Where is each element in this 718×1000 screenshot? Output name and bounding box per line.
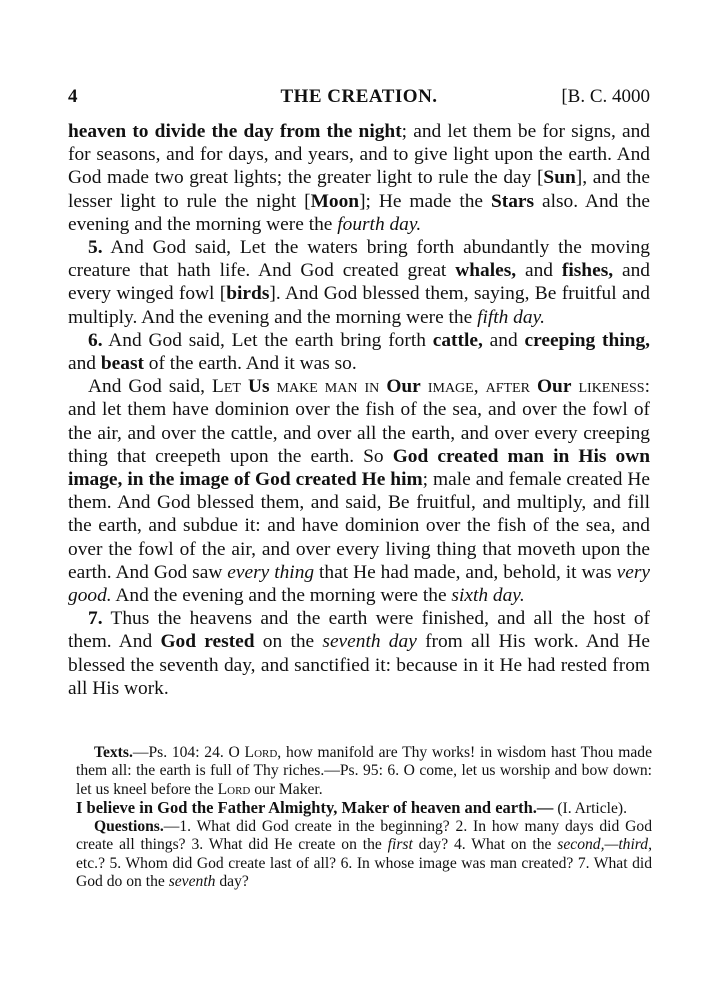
creed-section (76, 799, 652, 818)
paragraph-fourth-day (68, 120, 650, 236)
chapter-title: THE CREATION. (280, 86, 438, 107)
text-run: And God said, Let the waters bring forth abundantly the moving creature that hath life. And God created great (68, 237, 650, 282)
bold-text: Stars (490, 190, 535, 212)
text-run: ; male and female created He them. And God blessed them, and said, Be fruitful, and multiply, and fill the earth, and subdue it: and have dominion over the fish of the sea, and over the fowl of the air, and over every living thing that moveth upon the earth. And God saw (68, 469, 650, 583)
bold-text: Sun (543, 167, 576, 189)
small-caps-text: likeness (571, 376, 645, 398)
small-caps-text: image, after (420, 376, 537, 398)
text-run: And the evening and the morning were the (111, 585, 452, 607)
text-run: our Maker. (250, 780, 323, 798)
text-run: of the earth. And it was so. (143, 353, 357, 375)
bold-text: heaven to divide the day from the night (68, 121, 402, 142)
creed-statement: I believe in God the Father Almighty, Maker of heaven and earth.— (76, 797, 554, 817)
date-reference: [B. C. 4000 (561, 86, 650, 107)
paragraph-fifth-day (68, 236, 650, 329)
italic-text: second,—third, (557, 836, 652, 854)
small-caps-text: Lord (244, 744, 278, 761)
bold-text: beast (100, 353, 144, 375)
italic-text: sixth day. (451, 585, 525, 607)
text-run: and (516, 260, 562, 282)
text-run: —1. What did God create in the beginning? 2. In how many days did God create all things? 3. What did He create on the (76, 818, 652, 854)
bold-text: Our (536, 376, 572, 398)
bold-text: God created man in His own image, in the image of God created He him (68, 445, 650, 491)
italic-text: seventh day (322, 631, 417, 653)
text-run: Thus the heavens and the earth were finished, and all the host of them. And (68, 608, 650, 653)
texts-section (76, 744, 652, 799)
text-run: from all His work. And He blessed the seventh day, and sanctified it: because in it He had rested from all His work. (68, 631, 651, 699)
italic-text: every thing (227, 561, 315, 583)
text-run: ], and the lesser light to rule the night [ (68, 167, 650, 212)
text-run: etc.? 5. Whom did God create last of all? 6. In whose image was man created? 7. What did God do on the (76, 854, 652, 891)
text-run: ; and let them be for signs, and for seasons, and for days, and years, and to give light upon the earth. And God made two great lights; the greater light to rule the day [ (68, 121, 650, 189)
text-run: and (68, 353, 101, 375)
text-run: also. And the evening and the morning were the (68, 190, 650, 235)
paragraph-seventh-day (68, 607, 650, 700)
text-run: And God said, (88, 376, 212, 398)
article-reference: (I. Article). (553, 799, 628, 817)
bold-text: God rested (160, 631, 255, 653)
text-run: —Ps. 104: 24. O (132, 744, 245, 761)
verse-number: 7. (88, 608, 103, 630)
bold-text: fishes, (561, 260, 614, 282)
bold-text: Moon (310, 190, 360, 212)
bold-text: cattle, (432, 329, 483, 351)
paragraph-creation-of-man (68, 375, 650, 607)
bold-text: whales, (455, 260, 517, 282)
text-run: : and let them have dominion over the fish of the sea, and over the fowl of the air, and over the cattle, and over all the earth, and over every creeping thing that creepeth upon the earth. So (68, 376, 650, 467)
italic-text: fifth day. (477, 306, 545, 328)
questions-section (76, 818, 652, 891)
bold-text: Us (247, 376, 270, 398)
main-text (68, 120, 650, 700)
small-caps-text: Lord (217, 780, 251, 798)
study-notes (76, 744, 652, 891)
text-run: , how manifold are Thy works! in wisdom hast Thou made them all: the earth is full of Thy riches.—Ps. 95: 6. O come, let us worship and bow down: let us kneel before the (76, 744, 652, 798)
small-caps-text: make man in (269, 376, 387, 398)
verse-number: 6. (88, 329, 103, 351)
page-number: 4 (68, 86, 78, 107)
text-run: and (482, 329, 525, 351)
text-run: And God said, Let the earth bring forth (102, 329, 433, 351)
running-header (68, 86, 650, 114)
text-run: and every winged fowl [ (68, 260, 650, 305)
italic-text: seventh (168, 873, 216, 891)
italic-text: fourth day. (337, 213, 422, 235)
verse-number: 5. (88, 237, 103, 259)
small-caps-text: Let (211, 376, 248, 398)
texts-label: Texts. (94, 744, 133, 761)
bold-text: Our (386, 376, 421, 398)
text-run: on the (254, 631, 323, 653)
bold-text: creeping thing, (524, 329, 650, 351)
text-run: that He had made, and, behold, it was (314, 561, 617, 583)
text-run: day? (215, 873, 249, 891)
italic-text: first (387, 836, 413, 854)
paragraph-sixth-day (68, 329, 650, 375)
text-run: day? 4. What on the (412, 836, 558, 854)
italic-text: very good. (68, 561, 650, 607)
questions-label: Questions. (94, 818, 164, 836)
text-run: ]. And God blessed them, saying, Be fruitful and multiply. And the evening and the morning were the (68, 283, 650, 328)
text-run: ]; He made the (359, 190, 491, 212)
bold-text: birds (226, 283, 270, 305)
